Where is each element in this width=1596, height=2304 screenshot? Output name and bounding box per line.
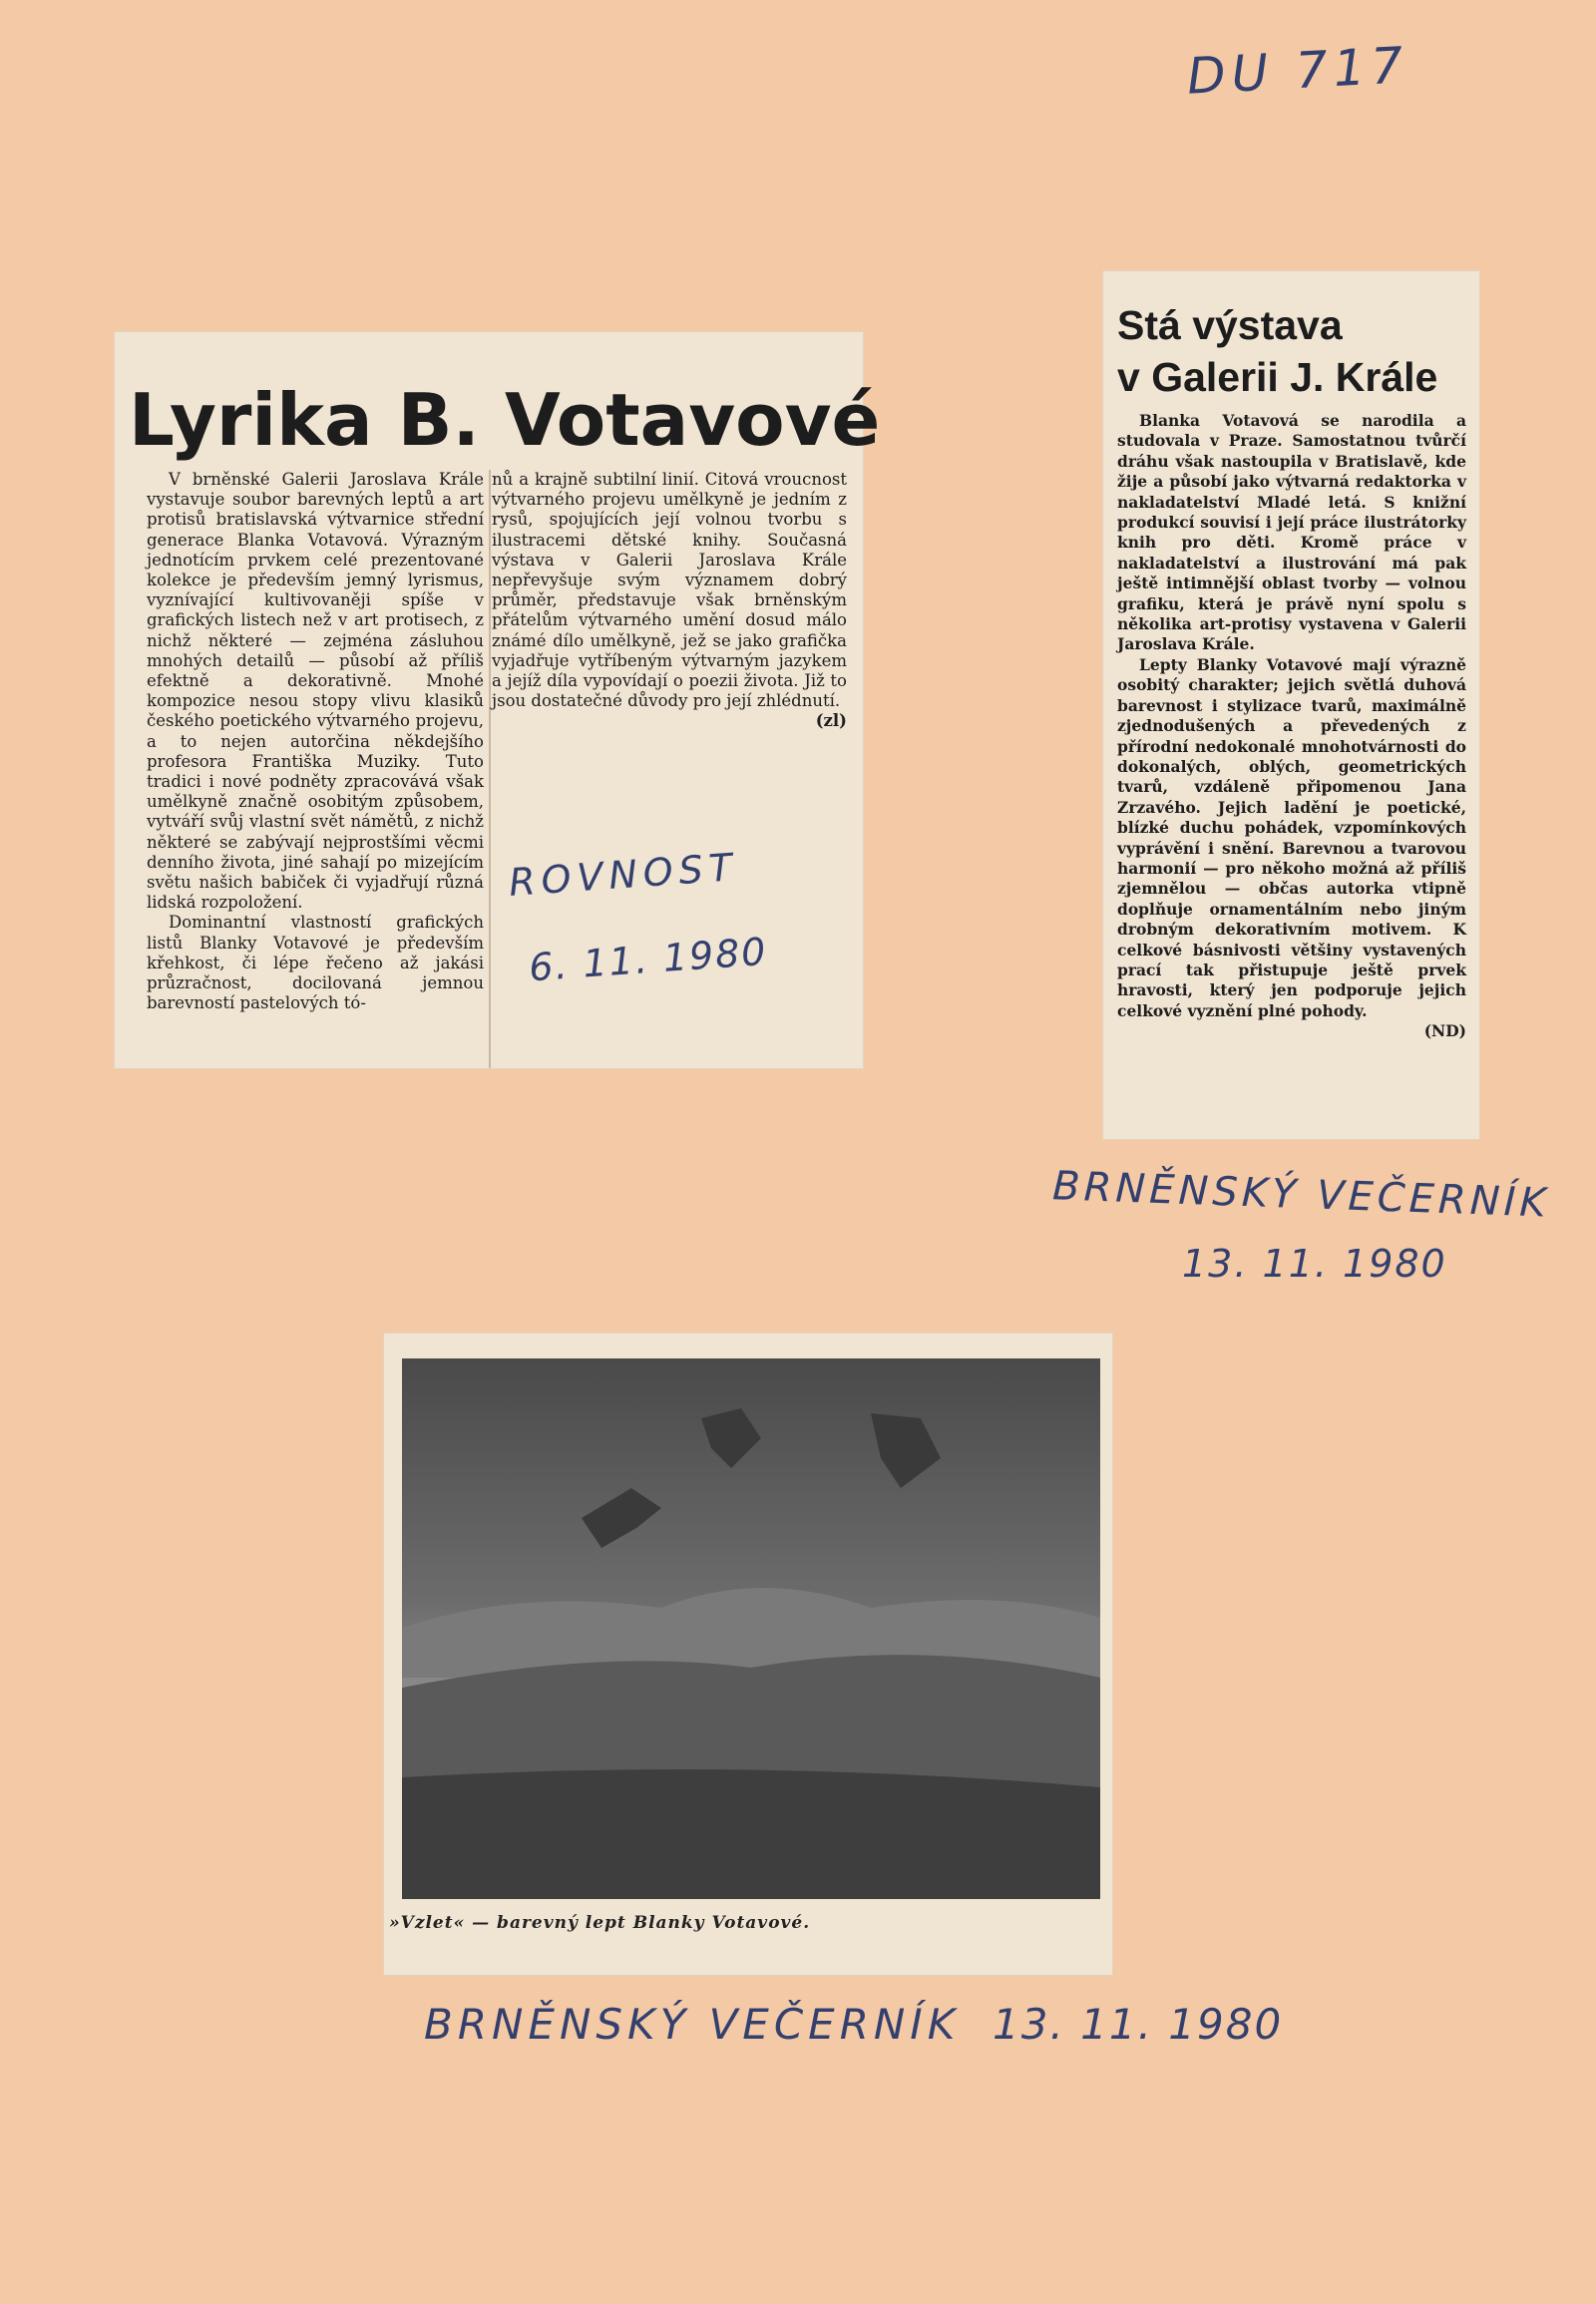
paragraph: Dominantní vlastností grafických listů Blanky Votavové je především křehkost, či lépe řečeno až jakási průzračnost, docilovaná jemnou barevností pastelových tó-	[147, 913, 484, 1013]
article-title: Lyrika B. Votavové	[129, 378, 881, 462]
paragraph: Lepty Blanky Votavové mají výrazně osobitý charakter; jejich světlá duhová barevnost i stylizace tvarů, maximálně zjednodušených a převedených z přírodní nedokonalé mnohotvárnosti do dokonalých, oblých, geometrických tvarů, vzdáleně připomenou Jana Zrzavého. Jejich ladění je poetické, blízké duchu pohádek, vzpomínkových vyprávění i snění. Barevnou a tvarovou harmonií — pro někoho možná až příliš zjemnělou — občas autorka vtipně doplňuje ornamentálním nebo jiným drobným dekorativním motivem. K celkové básnivosti většiny vystavených prací tak přistupuje ještě prvek hravosti, který jen podporuje jejich celkové vyznění plné pohody.	[1117, 654, 1466, 1020]
author-signature: (zl)	[815, 711, 847, 731]
author-signature: (ND)	[1423, 1021, 1466, 1041]
etching-photo-vzlet	[402, 1358, 1100, 1899]
handwritten-source: BRNĚNSKÝ VEČERNÍK	[1051, 1163, 1551, 1227]
title-line-1: Stá výstava	[1117, 302, 1343, 348]
clipping-sta-vystava	[1103, 271, 1479, 1139]
etching-illustration	[402, 1358, 1100, 1899]
handwritten-date: 6. 11. 1980	[527, 929, 769, 990]
column-divider	[489, 470, 491, 1068]
article-body	[1117, 411, 1466, 1042]
paragraph: Blanka Votavová se narodila a studovala v Praze. Samostatnou tvůrčí dráhu však nastoupila v Bratislavě, kde žije a působí jako výtvarná redaktorka v nakladatelství Mladé letá. S knižní produkcí souvisí i její práce ilustrátorky knih pro děti. Kromě práce v nakladatelství a ilustrování má pak ještě intimnější oblast tvorby — volnou grafiku, která je právě nyní spolu s několika art-protisy vystavena v Galerii Jaroslava Krále.	[1117, 411, 1466, 654]
archive-code: DU 717	[1185, 36, 1410, 106]
article-column-1	[147, 470, 484, 1013]
paragraph: V brněnské Galerii Jaroslava Krále vystavuje soubor barevných leptů a art protisů bratislavská výtvarnice střední generace Blanka Votavová. Výrazným jednotícím prvkem celé prezentované kolekce je především jemný lyrismus, vyznívající kultivovaněji spíše v grafických listech než v art protisech, z nichž některé — zejména zásluhou mnohých detailů — působí až příliš efektně a dekorativně. Mnohé kompozice nesou stopy vlivu klasiků českého poetického výtvarného projevu, a to nejen autorčina někdejšího profesora Františka Muziky. Tuto tradici i nové podněty zpracovává však umělkyně značně osobitým způsobem, vytváří svůj vlastní svět námětů, z nichž některé se zabývají nejprostšími věcmi denního života, jiné sahají po mizejícím světu našich babiček či vyjadřují různá lidská rozpoložení.	[147, 470, 484, 913]
handwritten-date: 13. 11. 1980	[993, 2000, 1284, 2049]
title-line-2: v Galerii J. Krále	[1117, 354, 1438, 400]
handwritten-date: 13. 11. 1980	[1182, 1242, 1447, 1286]
handwritten-source: BRNĚNSKÝ VEČERNÍK	[424, 2000, 961, 2049]
photo-caption: »Vzlet« — barevný lept Blanky Votavové.	[389, 1913, 811, 1933]
article-title	[1117, 299, 1476, 403]
article-column-2	[492, 470, 847, 732]
paragraph: nů a krajně subtilní linií. Citová vroucnost výtvarného projevu umělkyně je jedním z rysů, spojujících její volnou tvorbu s ilustracemi dětské knihy. Současná výstava v Galerii Jaroslava Krále nepřevyšuje svým významem dobrý průměr, představuje však brněnským přátelům výtvarného umění dosud málo známé dílo umělkyně, jež se jako grafička vyjadřuje vytříbeným výtvarným jazykem a jejíž díla vypovídají o poezii života. Již to jsou dostatečné důvody pro její zhlédnutí.	[492, 470, 847, 711]
handwritten-source: ROVNOST	[507, 845, 740, 905]
